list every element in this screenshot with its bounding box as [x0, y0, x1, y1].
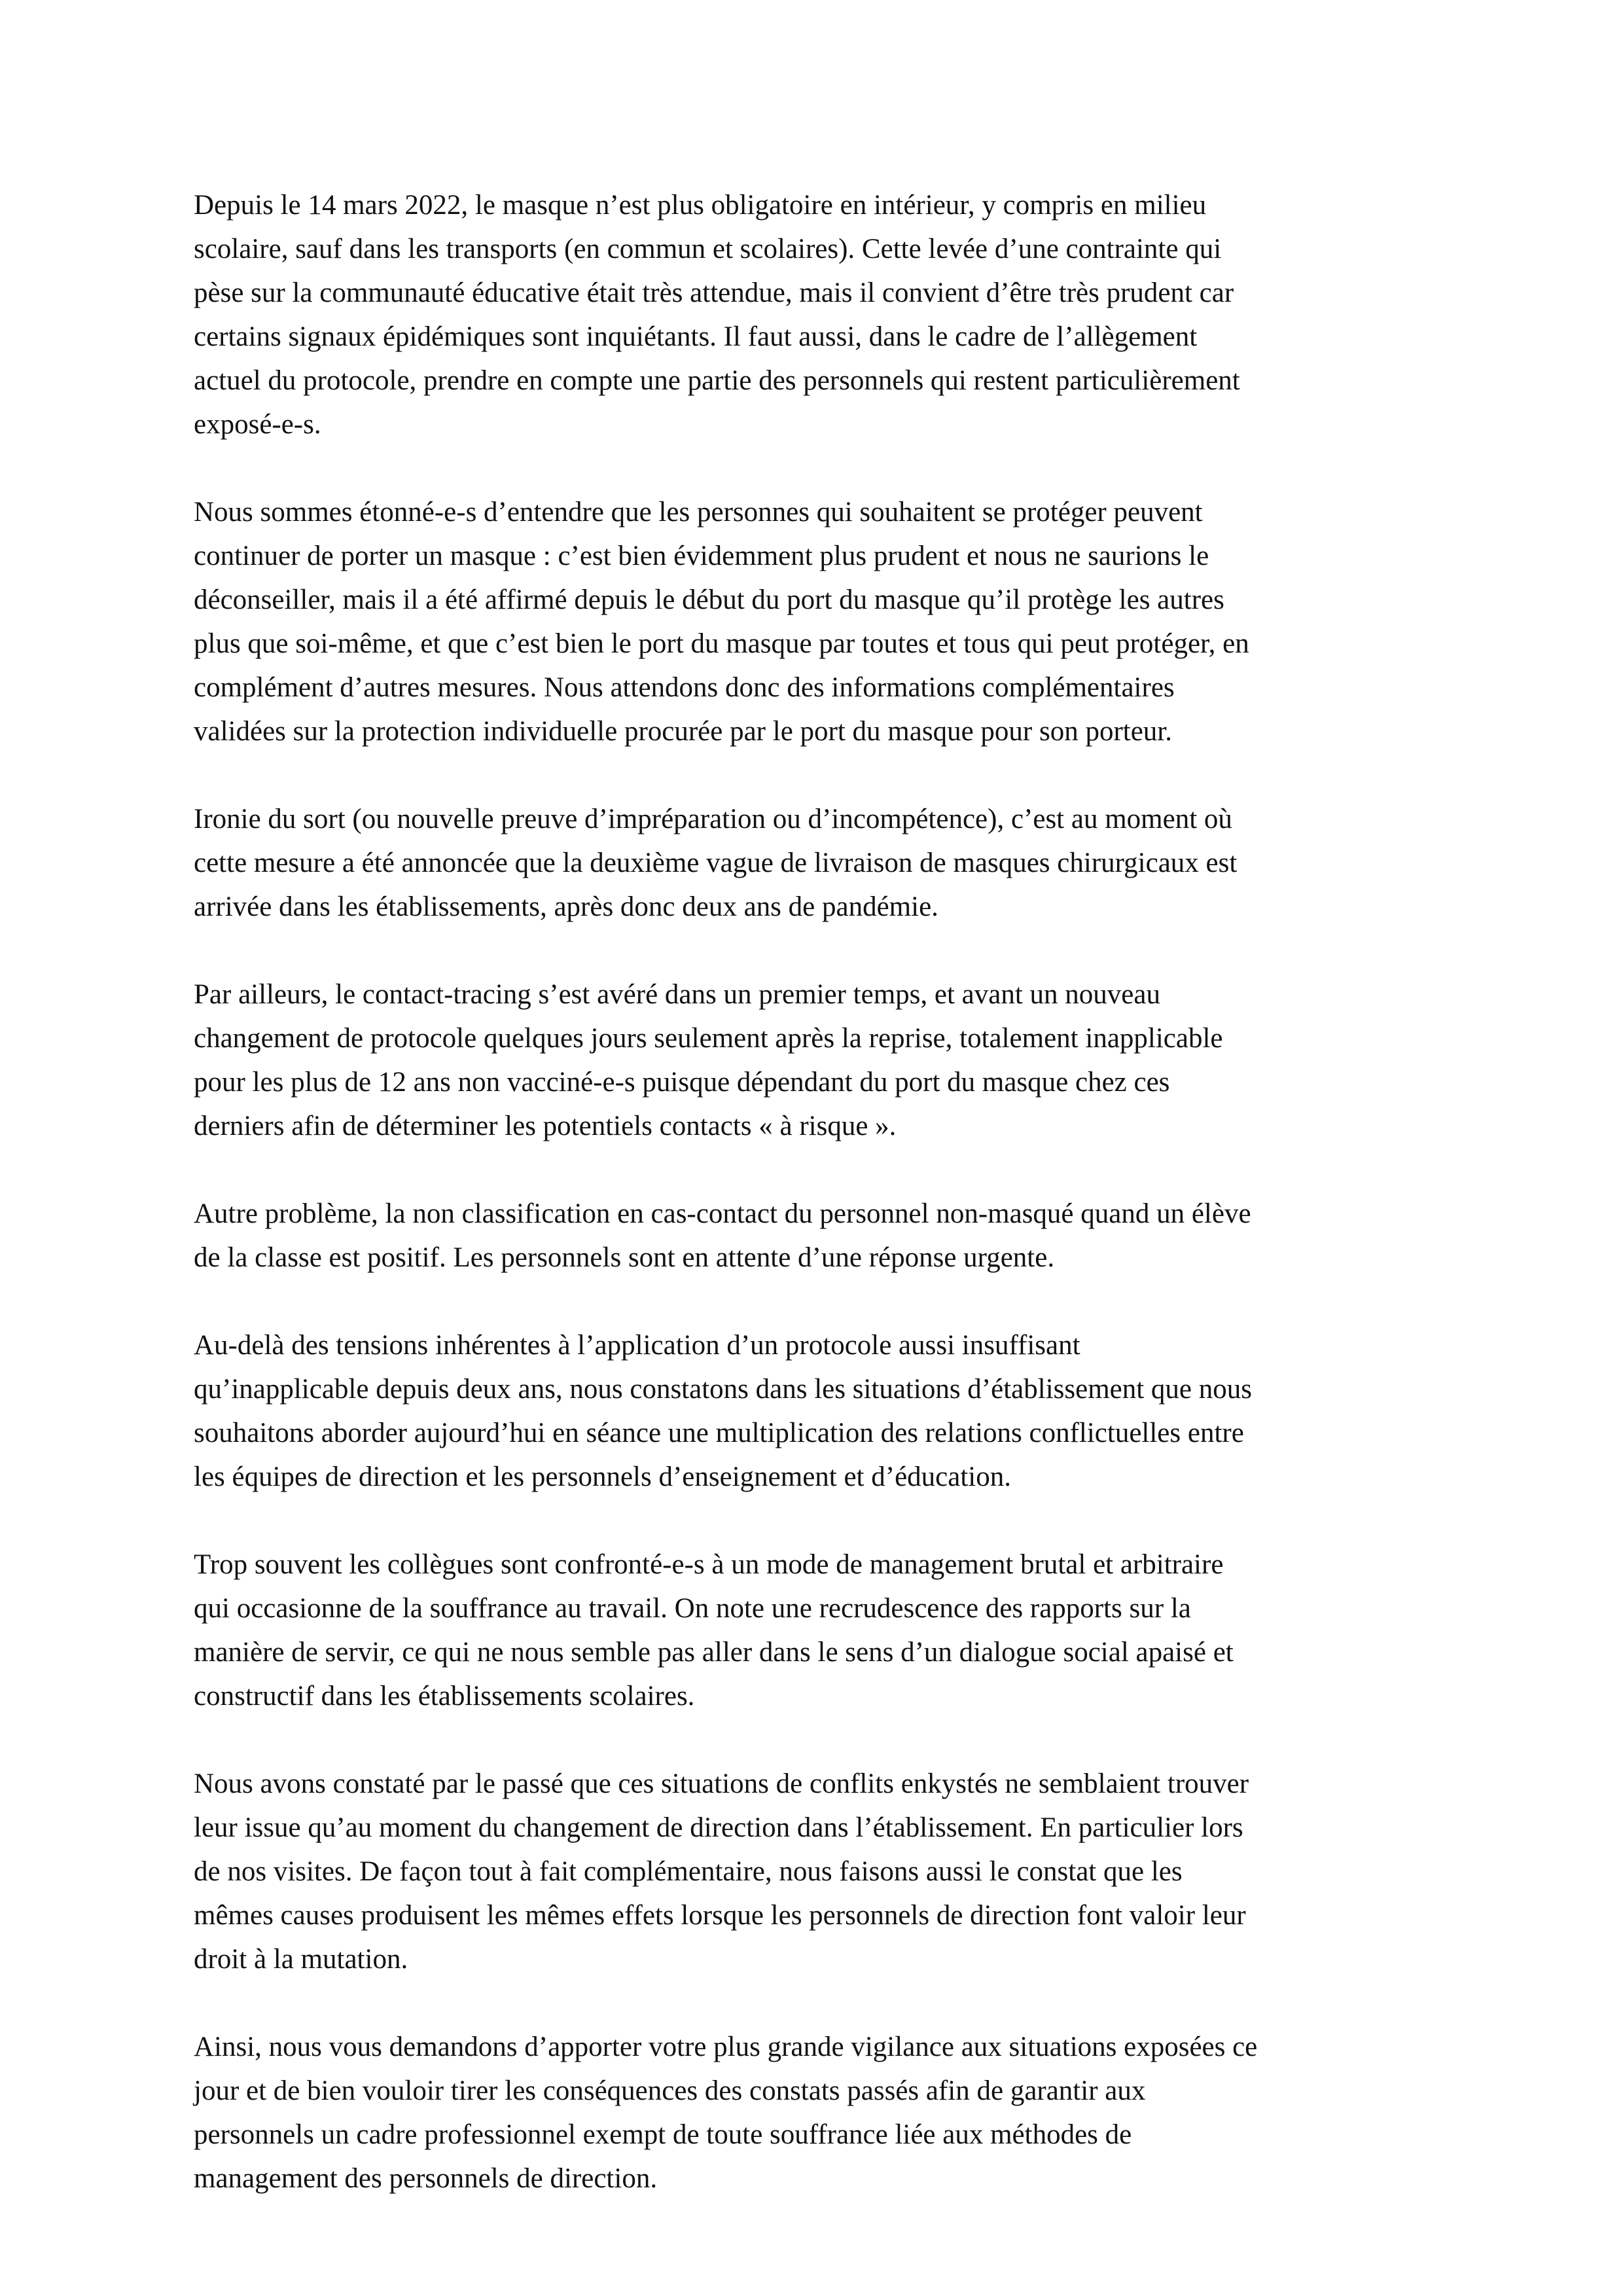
text-line: qu’inapplicable depuis deux ans, nous constatons dans les situations d’établissement que nous [194, 1374, 1252, 1405]
text-line: complément d’autres mesures. Nous attendons donc des informations complémentaires [194, 672, 1175, 703]
document-body [194, 183, 1457, 2244]
text-line: Depuis le 14 mars 2022, le masque n’est plus obligatoire en intérieur, y compris en milieu [194, 190, 1207, 221]
text-line: scolaire, sauf dans les transports (en commun et scolaires). Cette levée d’une contrainte qui [194, 234, 1222, 264]
text-line: exposé-e-s. [194, 409, 321, 440]
paragraph-mask-delivery [194, 797, 1457, 929]
text-line: Trop souvent les collègues sont confronté-e-s à un mode de management brutal et arbitraire [194, 1549, 1224, 1580]
text-line: souhaitons aborder aujourd’hui en séance une multiplication des relations conflictuelles entre [194, 1418, 1244, 1448]
text-line: Ainsi, nous vous demandons d’apporter votre plus grande vigilance aux situations exposées ce [194, 2032, 1258, 2062]
paragraph-conclusion [194, 2025, 1457, 2200]
paragraph-management [194, 1543, 1457, 1718]
paragraph-contact-classification [194, 1192, 1457, 1280]
text-line: pèse sur la communauté éducative était très attendue, mais il convient d’être très prudent car [194, 278, 1234, 308]
text-line: jour et de bien vouloir tirer les conséquences des constats passés afin de garantir aux [194, 2075, 1146, 2106]
text-line: leur issue qu’au moment du changement de direction dans l’établissement. En particulier lors [194, 1812, 1243, 1843]
text-line: Par ailleurs, le contact-tracing s’est avéré dans un premier temps, et avant un nouveau [194, 979, 1160, 1010]
text-line: constructif dans les établissements scolaires. [194, 1681, 695, 1712]
text-line: Autre problème, la non classification en cas-contact du personnel non-masqué quand un élève [194, 1198, 1251, 1229]
paragraph-individual-protection [194, 490, 1457, 753]
text-line: de nos visites. De façon tout à fait complémentaire, nous faisons aussi le constat que les [194, 1856, 1183, 1887]
text-line: de la classe est positif. Les personnels sont en attente d’une réponse urgente. [194, 1242, 1055, 1273]
text-line: Au-delà des tensions inhérentes à l’application d’un protocole aussi insuffisant [194, 1330, 1080, 1361]
text-line: personnels un cadre professionnel exempt de toute souffrance liée aux méthodes de [194, 2119, 1132, 2150]
text-line: Nous avons constaté par le passé que ces situations de conflits enkystés ne semblaient trouver [194, 1768, 1249, 1799]
text-line: déconseiller, mais il a été affirmé depuis le début du port du masque qu’il protège les autres [194, 584, 1224, 615]
text-line: certains signaux épidémiques sont inquiétants. Il faut aussi, dans le cadre de l’allègement [194, 321, 1198, 352]
text-line: manière de servir, ce qui ne nous semble pas aller dans le sens d’un dialogue social apaisé et [194, 1637, 1234, 1668]
paragraph-past-conflicts [194, 1762, 1457, 1981]
paragraph-contact-tracing [194, 973, 1457, 1148]
text-line: changement de protocole quelques jours seulement après la reprise, totalement inapplicable [194, 1023, 1223, 1054]
text-line: les équipes de direction et les personnels d’enseignement et d’éducation. [194, 1462, 1011, 1492]
text-line: droit à la mutation. [194, 1944, 408, 1975]
paragraph-conflicts [194, 1323, 1457, 1499]
text-line: Ironie du sort (ou nouvelle preuve d’impréparation ou d’incompétence), c’est au moment où [194, 804, 1232, 834]
text-line: derniers afin de déterminer les potentiels contacts « à risque ». [194, 1111, 897, 1141]
text-line: pour les plus de 12 ans non vacciné-e-s puisque dépendant du port du masque chez ces [194, 1067, 1170, 1098]
paragraph-mask-lifting [194, 183, 1457, 446]
text-line: mêmes causes produisent les mêmes effets lorsque les personnels de direction font valoir leur [194, 1900, 1246, 1931]
text-line: validées sur la protection individuelle procurée par le port du masque pour son porteur. [194, 716, 1173, 747]
text-line: plus que soi-même, et que c’est bien le port du masque par toutes et tous qui peut protéger, en [194, 628, 1249, 659]
text-line: actuel du protocole, prendre en compte une partie des personnels qui restent particulièrement [194, 365, 1240, 396]
text-line: cette mesure a été annoncée que la deuxième vague de livraison de masques chirurgicaux est [194, 848, 1238, 878]
text-line: continuer de porter un masque : c’est bien évidemment plus prudent et nous ne saurions le [194, 541, 1209, 571]
text-line: arrivée dans les établissements, après donc deux ans de pandémie. [194, 891, 938, 922]
text-line: management des personnels de direction. [194, 2163, 658, 2194]
text-line: Nous sommes étonné-e-s d’entendre que les personnes qui souhaitent se protéger peuvent [194, 497, 1203, 528]
text-line: qui occasionne de la souffrance au travail. On note une recrudescence des rapports sur la [194, 1593, 1191, 1624]
